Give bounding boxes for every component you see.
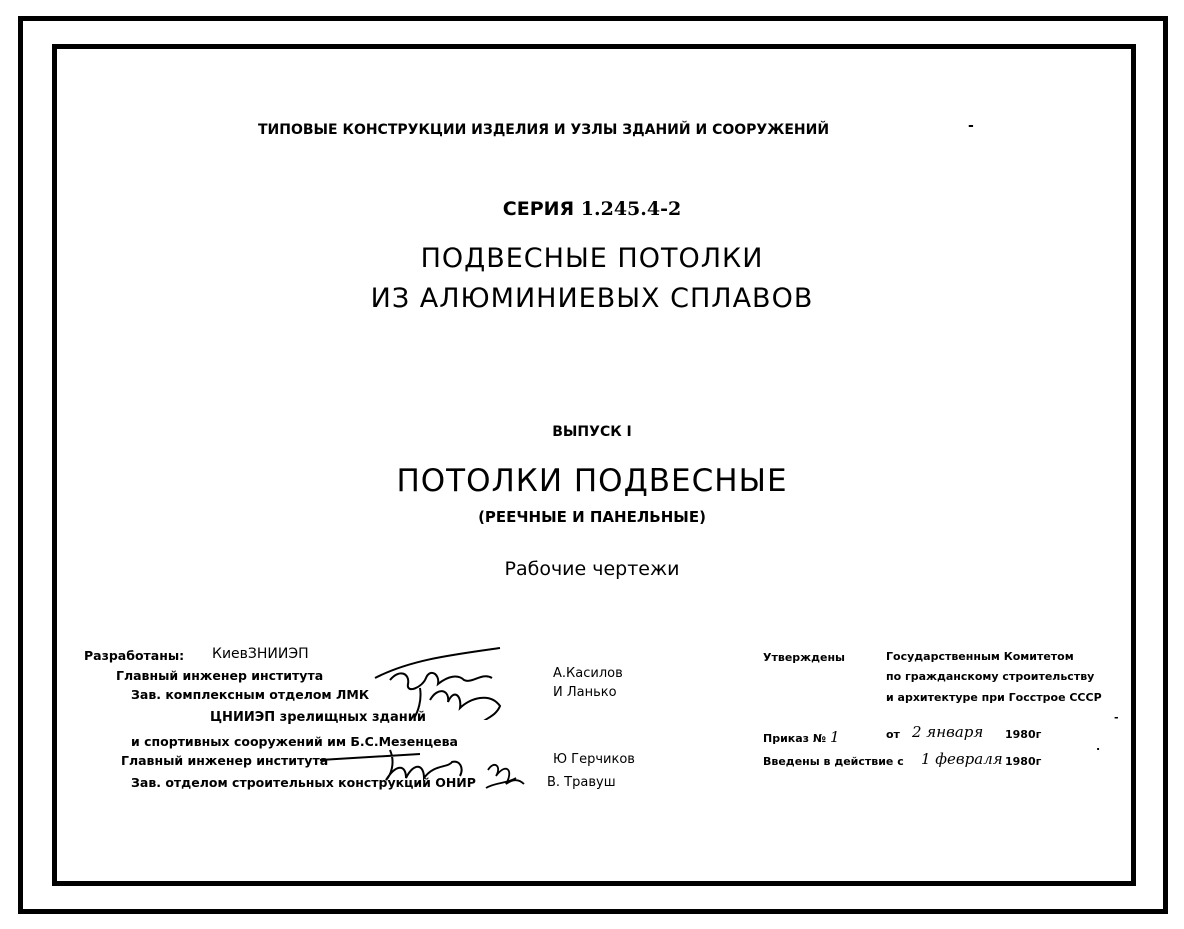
doc-type: Рабочие чертежи — [504, 558, 680, 580]
name-3: Ю Герчиков — [553, 752, 635, 767]
name-4: В. Травуш — [547, 775, 616, 790]
developer-org-2-line-2: и спортивных сооружений им Б.С.Мезенцева — [131, 734, 458, 749]
name-2: И Ланько — [553, 685, 617, 700]
approval-label: Утверждены — [763, 651, 845, 664]
approval-body-line-3: и архитектуре при Госстрое СССР — [886, 691, 1102, 704]
approval-body-line-1: Государственным Комитетом — [886, 650, 1074, 663]
header-dash: - — [968, 118, 974, 134]
effective-date: 1 февраля — [921, 750, 1003, 768]
series-line — [0, 198, 1184, 220]
name-1: А.Касилов — [553, 666, 623, 681]
title-line-2: ИЗ АЛЮМИНИЕВЫХ СПЛАВОВ — [370, 283, 814, 314]
series-label: СЕРИЯ — [502, 198, 575, 220]
order-line — [763, 728, 840, 746]
effective-label: Введены в действие с — [763, 755, 904, 768]
role-4: Зав. отделом строительных конструкций ОНИР — [131, 775, 476, 790]
developer-org-1: КиевЗНИИЭП — [212, 646, 309, 662]
effective-year: 1980г — [1005, 755, 1042, 768]
stray-dash: - — [1114, 711, 1119, 724]
header-line: ТИПОВЫЕ КОНСТРУКЦИИ ИЗДЕЛИЯ И УЗЛЫ ЗДАНИЙ И СООРУЖЕНИЙ — [258, 122, 830, 138]
issue-title: ПОТОЛКИ ПОДВЕСНЫЕ — [396, 463, 788, 499]
approval-body-line-2: по гражданскому строительству — [886, 670, 1095, 683]
role-3: Главный инженер института — [121, 753, 329, 768]
title-line-1: ПОДВЕСНЫЕ ПОТОЛКИ — [420, 243, 764, 274]
order-label: Приказ № — [763, 732, 827, 745]
developers-label: Разработаны: — [84, 648, 185, 663]
role-1: Главный инженер института — [116, 668, 324, 683]
developer-org-2: ЦНИИЭП зрелищных зданий — [210, 710, 426, 725]
order-year: 1980г — [1005, 728, 1042, 741]
stray-dot: . — [1096, 740, 1101, 753]
signature-image-2 — [310, 740, 550, 800]
order-from: от — [886, 728, 900, 741]
role-2: Зав. комплексным отделом ЛМК — [131, 687, 370, 702]
series-number: 1.245.4-2 — [580, 198, 682, 220]
issue-label: ВЫПУСК I — [552, 424, 632, 440]
issue-subtitle: (РЕЕЧНЫЕ И ПАНЕЛЬНЫЕ) — [478, 508, 706, 526]
order-number: 1 — [829, 728, 840, 746]
signature-image-1 — [370, 640, 550, 720]
order-date: 2 января — [912, 723, 984, 741]
